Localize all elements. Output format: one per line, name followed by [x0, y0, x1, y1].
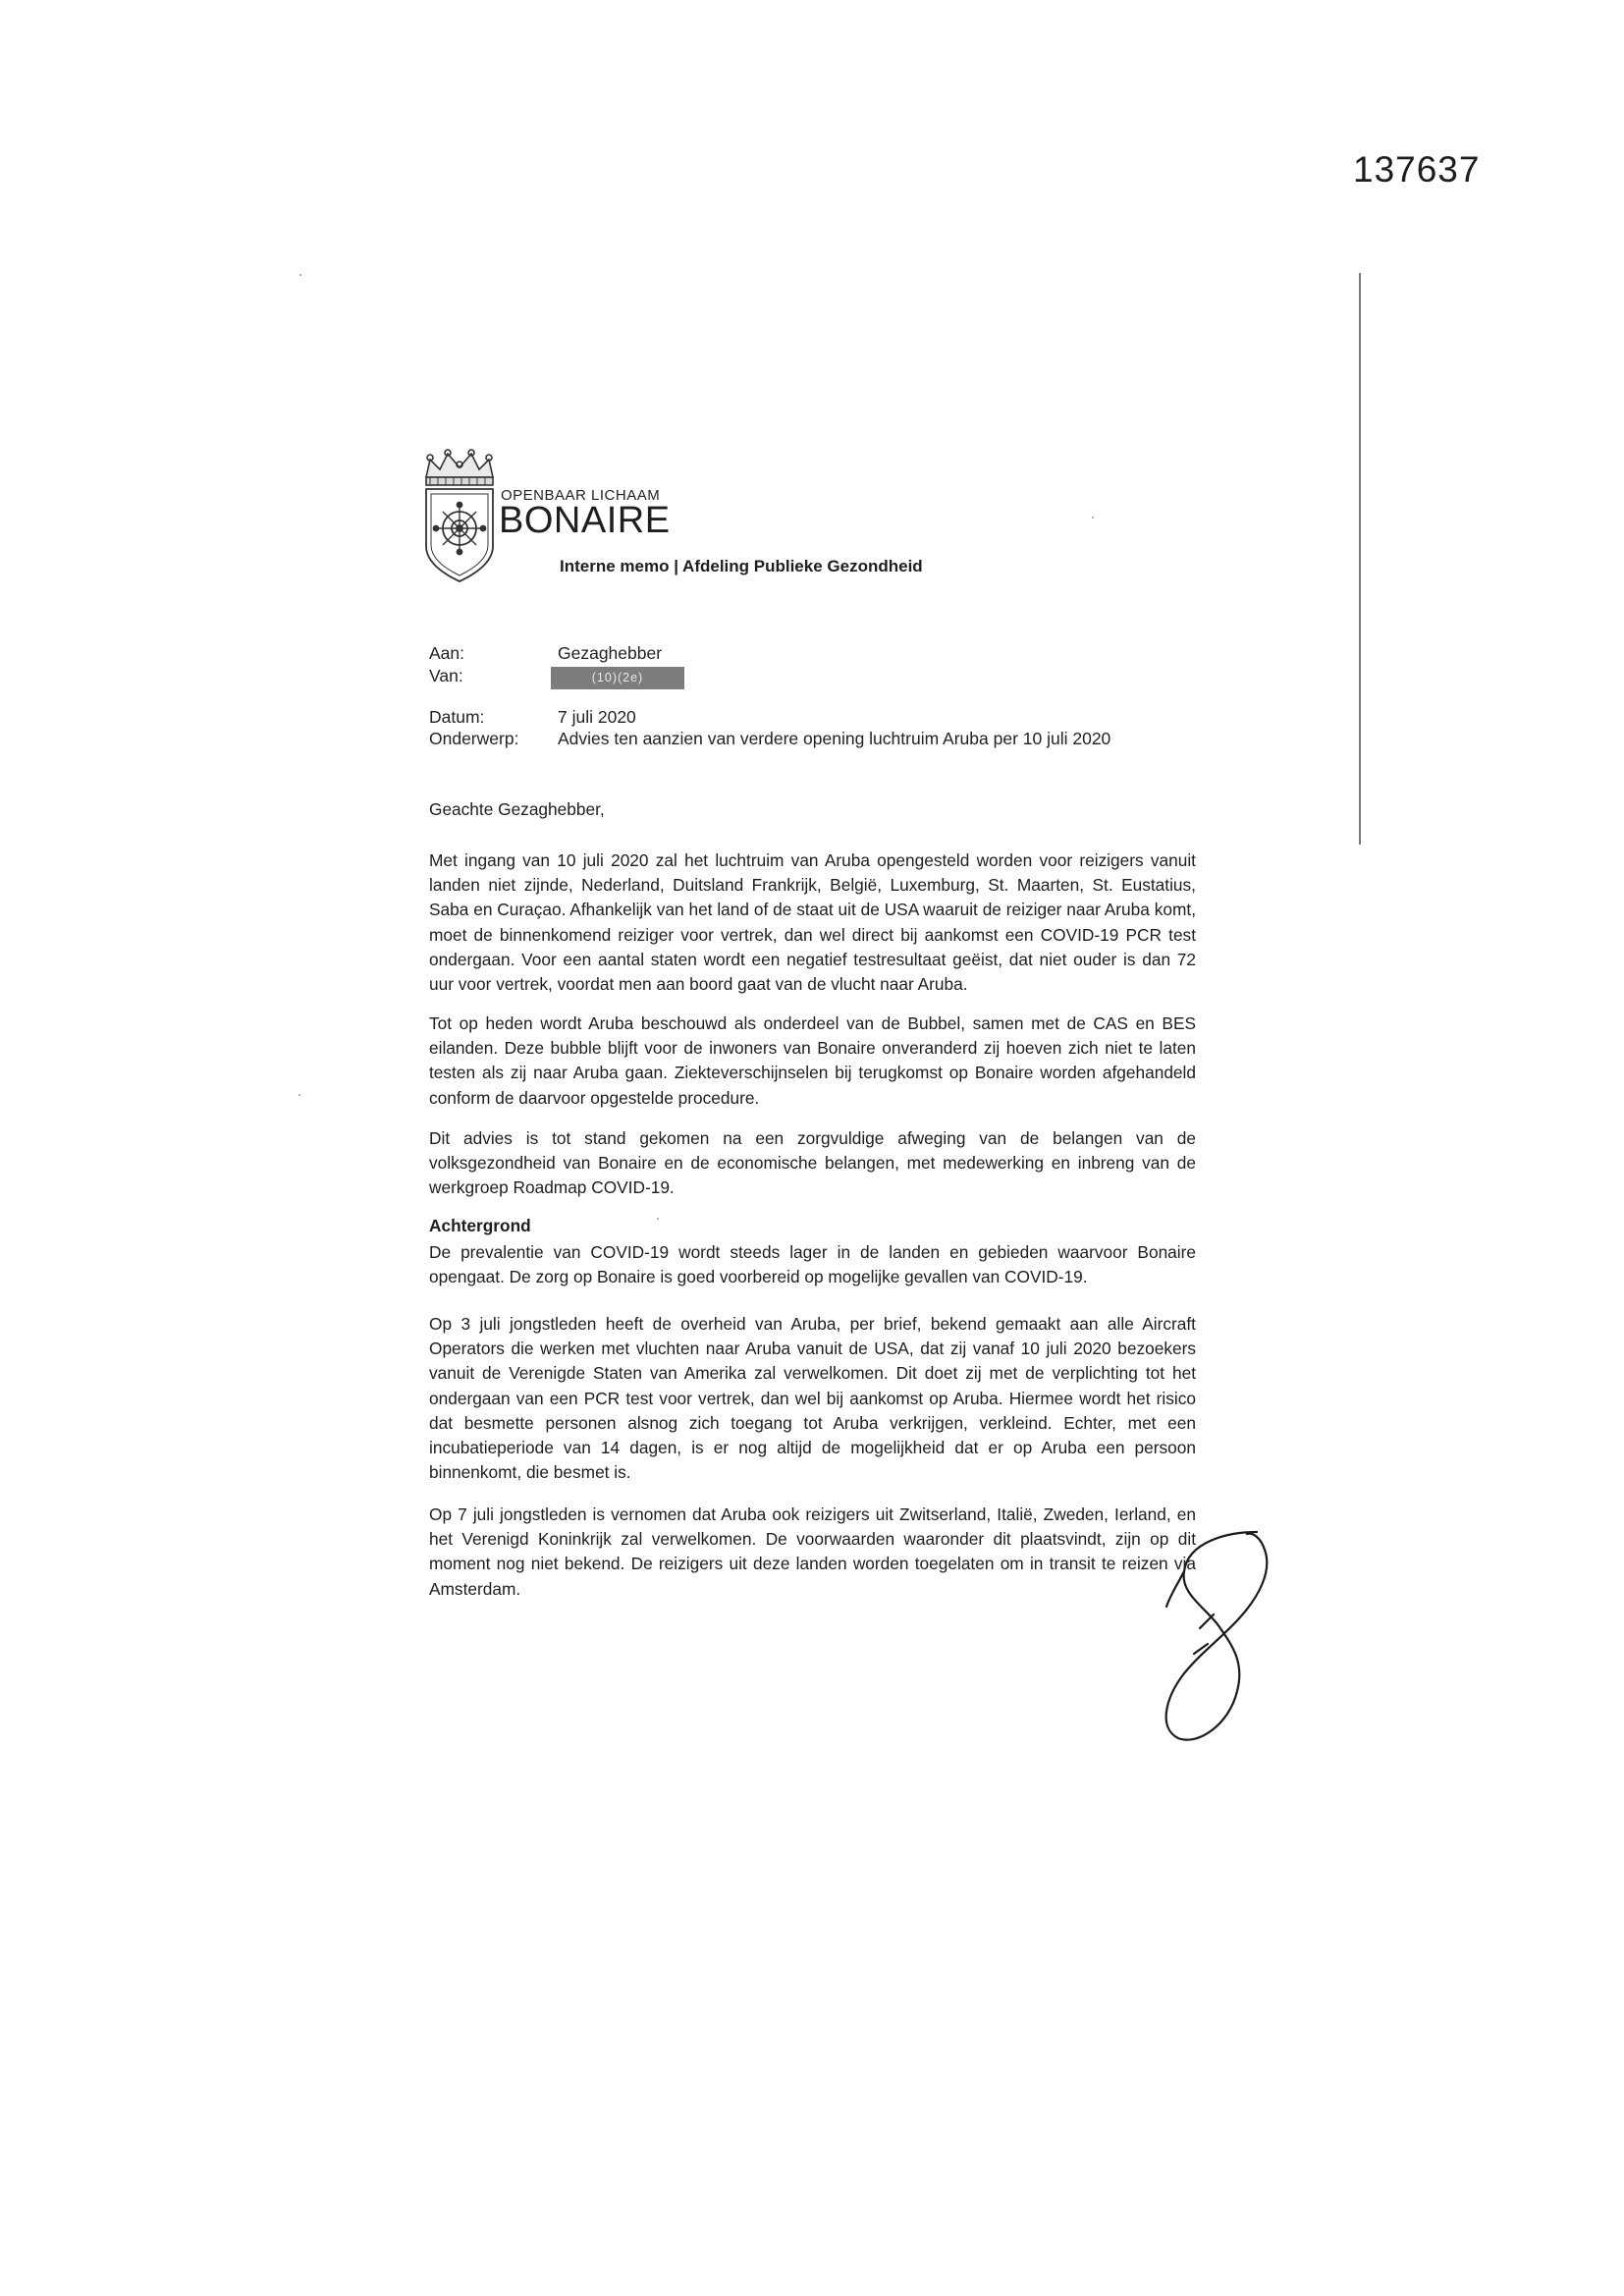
subject-value: Advies ten aanzien van verdere opening luchtruim Aruba per 10 juli 2020 [558, 729, 1111, 748]
organization-line1: OPENBAAR LICHAAM [501, 487, 661, 504]
paragraph: Met ingang van 10 juli 2020 zal het luchtruim van Aruba opengesteld worden voor reizigers vanuit landen niet zijnde, Nederland, Duitsland Frankrijk, België, Luxemburg, St. Maarten, St. Eustatius, Saba en Curaçao. Afhankelijk van het land of de staat uit de USA waaruit de reiziger naar Aruba komt, moet de binnenkomend reiziger voor vertrek, dan wel direct bij aankomst een COVID-19 PCR test ondergaan. Voor een aantal staten wordt een negatief testresultaat geëist, dat niet ouder is dan 72 uur voor vertrek, voordat men aan boord gaat van de vlucht naar Aruba. [429, 850, 1196, 995]
date-value: 7 juli 2020 [558, 707, 636, 727]
to-value: Gezaghebber [558, 643, 663, 663]
scan-speck [299, 274, 301, 276]
document-number: 137637 [1353, 149, 1481, 190]
redaction-box: (10)(2e) [551, 667, 684, 689]
scan-speck [298, 1094, 300, 1096]
salutation: Geachte Gezaghebber, [429, 799, 605, 819]
paragraph: Op 3 juli jongstleden heeft de overheid van Aruba, per brief, bekend gemaakt aan alle Aircraft Operators die werken met vluchten naar Aruba vanuit de USA, dat zij vanaf 10 juli 2020 bezoekers vanuit de Verenigde Staten van Amerika zal verwelkomen. Dit doet zij met de verplichting tot het ondergaan van een PCR test voor vertrek, dan wel bij aankomst op Aruba. Hiermee wordt het risico dat besmette personen alsnog zich toegang tot Aruba verkrijgen, verkleind. Echter, met een incubatieperiode van 14 dagen, is er nog altijd de mogelijkheid dat er op Aruba een persoon binnenkomt, die besmet is. [429, 1314, 1196, 1483]
date-label: Datum: [429, 707, 485, 727]
margin-rule [1359, 273, 1361, 845]
subject-label: Onderwerp: [429, 729, 519, 748]
bonaire-coat-of-arms-icon [420, 448, 499, 585]
memo-title: Interne memo | Afdeling Publieke Gezondheid [560, 557, 923, 575]
organization-name: BONAIRE [499, 500, 671, 541]
paragraph: Tot op heden wordt Aruba beschouwd als onderdeel van de Bubbel, samen met de CAS en BES eilanden. Deze bubble blijft voor de inwoners van Bonaire onveranderd zij hoeven zich niet te laten testen als zij naar Aruba gaan. Ziekteverschijnselen bij terugkomst op Bonaire worden afgehandeld conform de daarvoor opgestelde procedure. [429, 1013, 1196, 1108]
scan-speck [657, 1218, 659, 1220]
scan-speck [1092, 517, 1094, 519]
to-label: Aan: [429, 643, 464, 663]
paragraph: Op 7 juli jongstleden is vernomen dat Aruba ook reizigers uit Zwitserland, Italië, Zweden, Ierland, en het Verenigd Koninkrijk zal verwelkomen. De voorwaarden waaronder dit plaatsvindt, zijn op dit moment nog niet bekend. De reizigers uit deze landen worden toegelaten om in transit te reizen via Amsterdam. [429, 1504, 1196, 1599]
handwritten-initial-signature-icon [1149, 1524, 1286, 1770]
paragraph: De prevalentie van COVID-19 wordt steeds lager in de landen en gebieden waarvoor Bonaire opengaat. De zorg op Bonaire is goed voorbereid op mogelijke gevallen van COVID-19. [429, 1242, 1196, 1287]
from-label: Van: [429, 666, 463, 685]
paragraph: Dit advies is tot stand gekomen na een zorgvuldige afweging van de belangen van de volksgezondheid van Bonaire en de economische belangen, met medewerking en inbreng van de werkgroep Roadmap COVID-19. [429, 1128, 1196, 1198]
section-heading: Achtergrond [429, 1216, 531, 1235]
